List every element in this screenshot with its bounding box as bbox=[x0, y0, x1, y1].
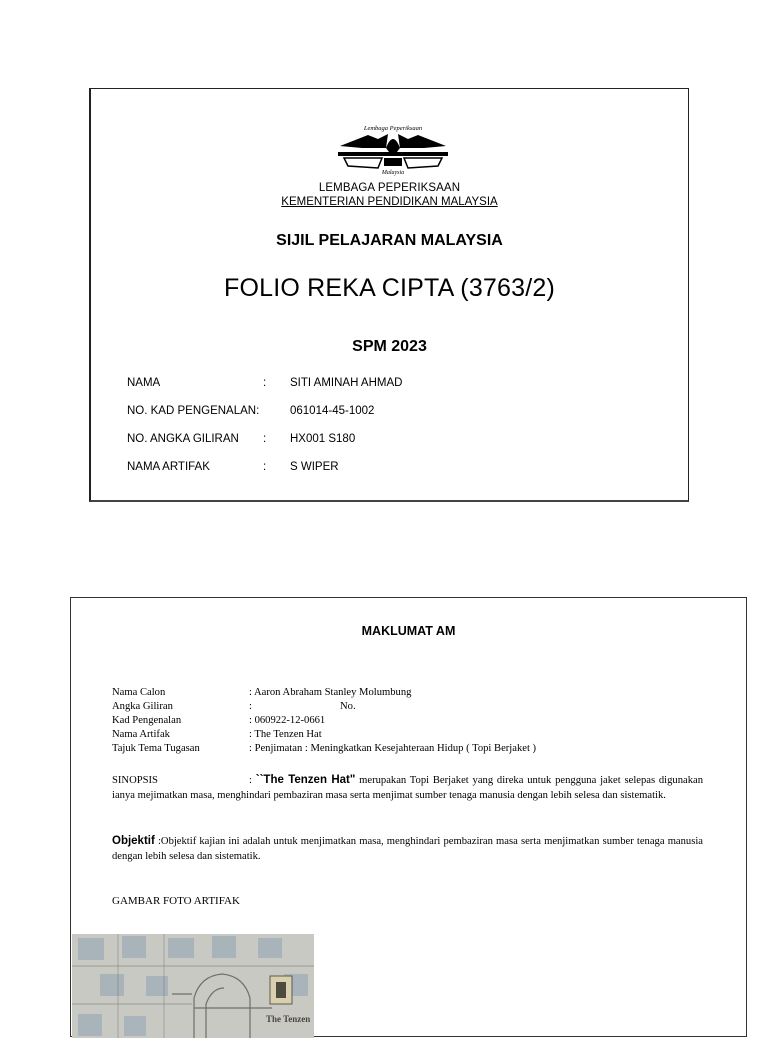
objective-text: :Objektif kajian ini adalah untuk menjimatkan masa, menghindari pembaziran masa serta menjimatkan sumber tenaga manusia dengan lebih selesa dan sistematik. bbox=[112, 836, 704, 862]
field-label: NAMA ARTIFAK bbox=[127, 461, 210, 473]
field-value: SITI AMINAH AHMAD bbox=[290, 377, 403, 389]
detail-value: : The Tenzen Hat bbox=[249, 729, 322, 740]
artifact-sketch-image bbox=[72, 934, 314, 1038]
ministry-name: KEMENTERIAN PENDIDIKAN MALAYSIA bbox=[281, 196, 498, 208]
exam-board-logo bbox=[334, 122, 452, 176]
objective-label: Objektif bbox=[112, 835, 155, 847]
detail-value: : Aaron Abraham Stanley Molumbung bbox=[249, 687, 412, 698]
synopsis-text: merupakan Topi Berjaket yang direka untuk pengguna jaket selepas digunakan ianya mejimatkan masa, menghindari pembaziran masa serta menjimat sumber tenaga manusia dengan lebih selesa dan sistematik. bbox=[112, 775, 704, 801]
detail-extra: No. bbox=[340, 701, 356, 712]
artifact-photo bbox=[72, 934, 314, 1038]
field-value: HX001 S180 bbox=[290, 433, 356, 445]
detail-label: Kad Pengenalan bbox=[112, 715, 182, 726]
page-title: MAKLUMAT AM bbox=[361, 624, 456, 638]
seal-text-top: Lembaga Peperiksaan bbox=[363, 125, 423, 132]
seal-text-bottom: Malaysia bbox=[381, 170, 405, 176]
synopsis-label: SINOPSIS bbox=[112, 775, 158, 786]
field-value: S WIPER bbox=[290, 461, 339, 473]
detail-label: Angka Giliran bbox=[112, 701, 173, 712]
detail-label: Nama Artifak bbox=[112, 729, 170, 740]
general-info-page bbox=[70, 597, 747, 1037]
certificate-title: SIJIL PELAJARAN MALAYSIA bbox=[276, 232, 503, 249]
field-label: NO. KAD PENGENALAN: bbox=[127, 405, 260, 417]
photo-heading: GAMBAR FOTO ARTIFAK bbox=[112, 895, 240, 907]
detail-value: : 060922-12-0661 bbox=[249, 715, 326, 726]
artifact-name: ``The Tenzen Hat" bbox=[255, 774, 356, 786]
field-colon: : bbox=[263, 461, 267, 473]
field-colon: : bbox=[263, 377, 267, 389]
exam-year: SPM 2023 bbox=[352, 338, 427, 355]
photo-caption: The Tenzen bbox=[266, 1014, 311, 1024]
field-colon: : bbox=[263, 433, 267, 445]
cover-page bbox=[89, 88, 689, 502]
detail-value: : bbox=[249, 701, 252, 712]
field-value: 061014-45-1002 bbox=[290, 405, 375, 417]
synopsis-colon: : bbox=[249, 775, 252, 786]
folio-title: FOLIO REKA CIPTA (3763/2) bbox=[223, 274, 556, 302]
field-label: NAMA bbox=[127, 377, 161, 389]
detail-label: Nama Calon bbox=[112, 687, 166, 698]
detail-value: : Penjimatan : Meningkatkan Kesejahteraan Hidup ( Topi Berjaket ) bbox=[249, 743, 537, 754]
board-name: LEMBAGA PEPERIKSAAN bbox=[318, 182, 461, 194]
objective-paragraph bbox=[112, 834, 703, 864]
synopsis-paragraph bbox=[112, 773, 703, 803]
field-label: NO. ANGKA GILIRAN bbox=[127, 433, 239, 445]
detail-label: Tajuk Tema Tugasan bbox=[112, 743, 200, 754]
